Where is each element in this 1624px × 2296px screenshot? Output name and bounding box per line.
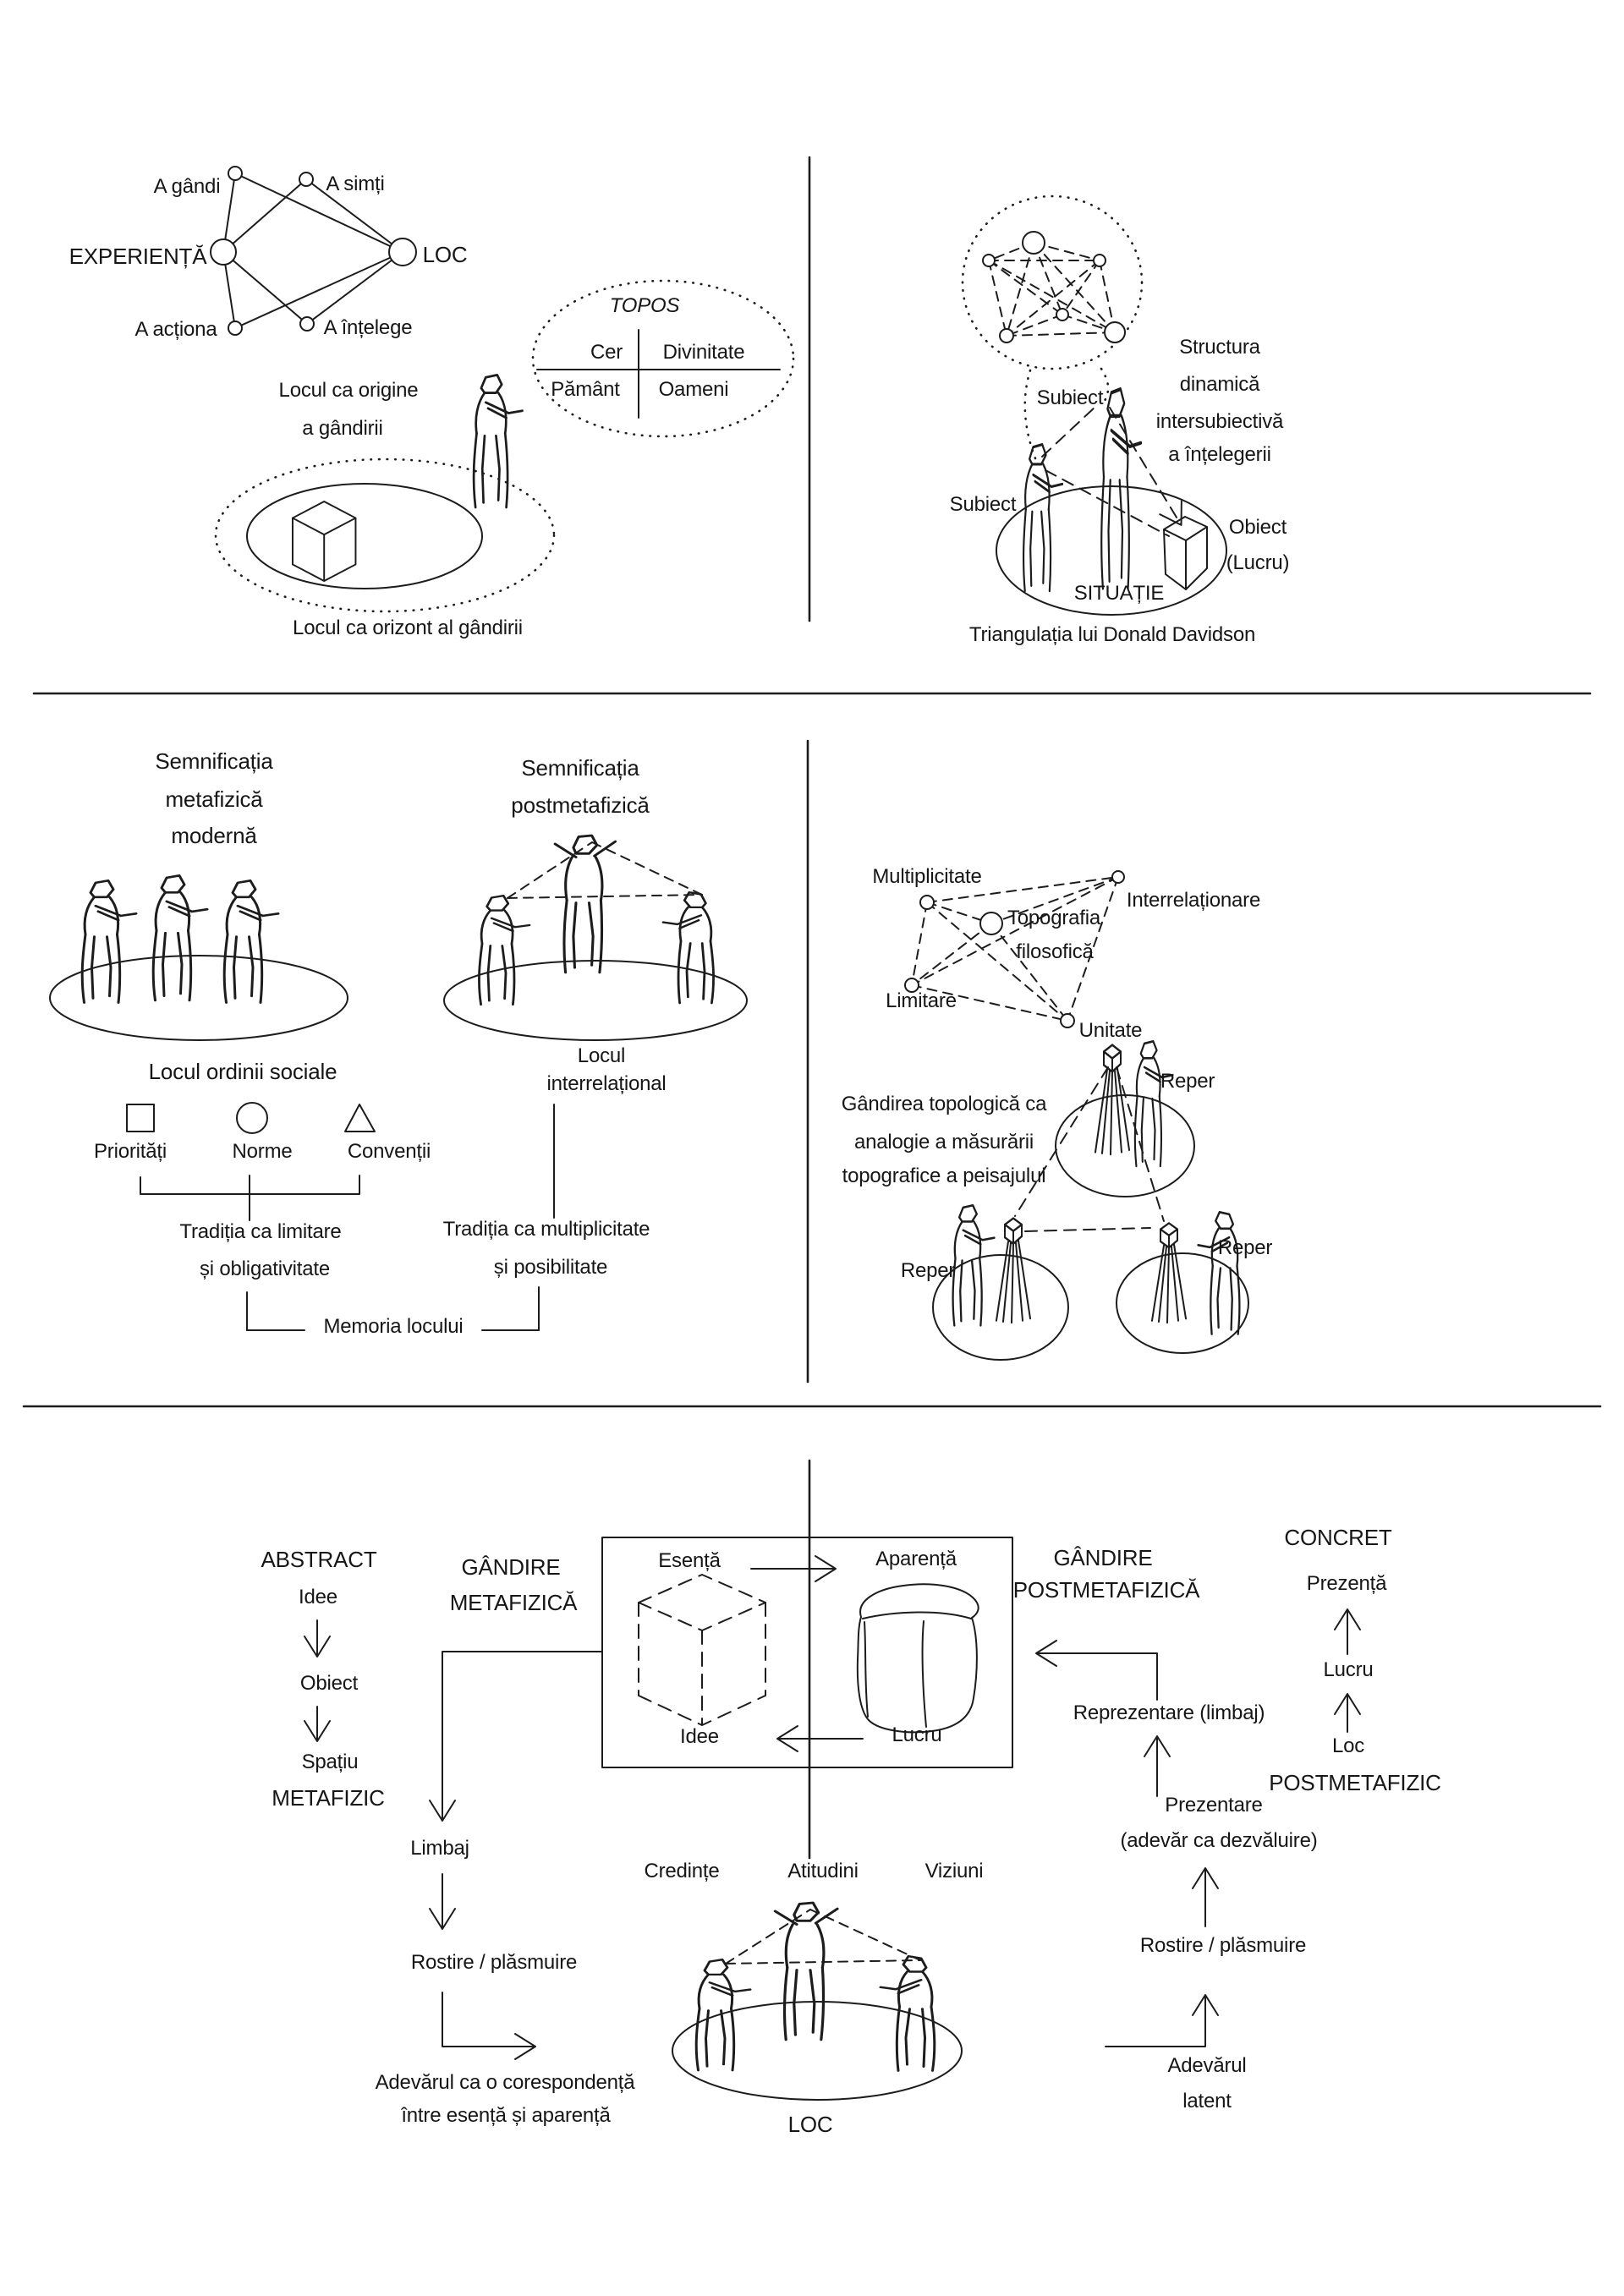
label-reper-top: Reper [1160,1070,1215,1093]
gandirea-line-2: analogie a măsurării [853,1131,1034,1153]
topos-title: TOPOS [609,294,680,317]
node-label-topografia-2: filosofică [1016,940,1094,963]
node-label-a-actiona: A acționa [134,318,217,341]
node-label-topografia-1: Topografia [1007,907,1101,929]
adevarul-latent-2: latent [1182,2090,1232,2112]
label-idee: Idee [299,1586,337,1608]
titlu-modern-3: modernă [171,823,257,848]
label-lucru-box: Lucru [892,1723,942,1746]
label-prioritati: Priorități [93,1140,167,1163]
node-label-a-simti: A simți [326,173,385,195]
label-postmetafizic: POSTMETAFIZIC [1269,1770,1441,1795]
adevarul-latent-1: Adevărul [1167,2054,1247,2077]
node-label-interrelationare: Interrelaționare [1126,889,1261,912]
label-memoria: Memoria locului [323,1315,464,1338]
locul-inter-1: Locul [577,1044,626,1067]
label-rostire-stanga: Rostire / plăsmuire [410,1951,578,1974]
label-subiect-sus: Subiect [1036,386,1104,409]
traditia-mult-1: Tradiția ca multiplicitate [442,1218,650,1241]
traditia-mult-2: și posibilitate [493,1256,608,1279]
label-metafizic: METAFIZIC [272,1785,385,1811]
label-spatiu: Spațiu [301,1751,359,1773]
postmetafizica-group [444,836,747,1040]
label-idee-box: Idee [680,1725,719,1748]
label-rostire-dreapta: Rostire / plăsmuire [1139,1934,1307,1957]
social-order-shapes [127,1103,375,1133]
moderna-group [50,875,348,1040]
label-lucru-concret: Lucru [1323,1658,1374,1681]
adevar-corespondenta-2: între esență și aparență [401,2104,611,2127]
structura-line-2: dinamică [1179,373,1260,396]
label-obiect: Obiect [1228,516,1287,539]
circle-icon [237,1103,267,1133]
gandirea-line-3: topografice a peisajului [842,1164,1046,1187]
label-prezentare-1: Prezentare [1165,1794,1263,1817]
label-reprezentare: Reprezentare (limbaj) [1073,1701,1265,1724]
structura-line-4: a înțelegerii [1168,443,1271,466]
label-subiect-jos: Subiect [949,493,1017,516]
section-dividers [24,157,1600,1858]
caption-origine-2: a gândirii [302,417,383,440]
thing-rock-icon [858,1584,979,1732]
adevar-corespondenta-1: Adevărul ca o corespondență [375,2071,635,2094]
label-aparenta: Aparență [875,1548,957,1570]
gandirea-line-1: Gândirea topologică ca [841,1093,1047,1115]
label-norme: Norme [232,1140,293,1163]
topos-cell-pamant: Pământ [551,378,620,401]
square-icon [127,1104,154,1132]
label-locul-ordinii: Locul ordinii sociale [148,1059,337,1084]
label-reper-left: Reper [900,1259,956,1282]
left-chain-arrows [317,1620,602,2047]
label-conventii: Convenții [347,1140,431,1163]
node-label-a-gandi: A gândi [153,175,221,198]
loc-group [672,1903,962,2100]
gandire-metafizica-1: GÂNDIRE [461,1554,561,1580]
label-esenta: Esență [658,1549,721,1572]
right-chain-arrows [1037,1610,1347,2047]
node-label-multiplicitate: Multiplicitate [872,865,982,888]
gandire-metafizica-2: METAFIZICĂ [449,1590,578,1615]
titlu-post-1: Semnificația [521,755,639,781]
object-cube-icon [1164,517,1207,589]
traditia-limitare-2: și obligativitate [199,1258,331,1280]
node-label-loc: LOC [422,242,468,267]
intersubjective-network [963,196,1142,458]
structura-line-1: Structura [1179,336,1260,359]
label-concret: CONCRET [1284,1525,1392,1550]
label-obiect-chain: Obiect [299,1672,359,1695]
node-label-unitate: Unitate [1078,1019,1143,1042]
topos-cell-divinitate: Divinitate [662,341,745,364]
label-prezentare-2: (adevăr ca dezvăluire) [1120,1829,1318,1852]
label-viziuni: Viziuni [924,1860,984,1882]
label-credinte: Credințe [644,1860,720,1882]
triangle-icon [345,1104,375,1132]
label-situatie: SITUAȚIE [1073,582,1165,605]
titlu-modern-2: metafizică [165,786,263,812]
traditia-limitare-1: Tradiția ca limitare [179,1220,342,1243]
label-atitudini: Atitudini [787,1860,859,1882]
idea-cube-icon [639,1575,765,1725]
label-limbaj: Limbaj [410,1837,469,1860]
gandire-post-2: POSTMETAFIZICĂ [1012,1577,1200,1603]
label-loc-concret: Loc [1331,1734,1365,1757]
topos-cell-cer: Cer [590,341,623,364]
label-loc-caption: LOC [787,2112,833,2137]
node-label-a-intelege: A înțelege [323,316,413,339]
node-label-limitare: Limitare [886,989,957,1012]
caption-triangulatia: Triangulația lui Donald Davidson [968,623,1256,646]
caption-origine-1: Locul ca origine [278,379,419,402]
node-label-experienta: EXPERIENȚĂ [69,244,207,269]
gandire-post-1: GÂNDIRE [1053,1545,1153,1570]
caption-orizont: Locul ca orizont al gândirii [293,616,523,639]
label-reper-right: Reper [1217,1236,1273,1259]
locul-inter-2: interrelațional [546,1072,667,1095]
label-obiect-lucru: (Lucru) [1226,551,1290,574]
structura-line-3: intersubiectivă [1155,410,1284,433]
label-abstract: ABSTRACT [261,1547,377,1572]
label-prezenta: Prezență [1306,1572,1387,1595]
titlu-modern-1: Semnificația [155,748,273,774]
titlu-post-2: postmetafizică [511,792,650,818]
topos-cell-oameni: Oameni [658,378,729,401]
experience-loc-network [211,167,416,335]
horizon-place [216,459,554,611]
person-figure [474,375,522,507]
